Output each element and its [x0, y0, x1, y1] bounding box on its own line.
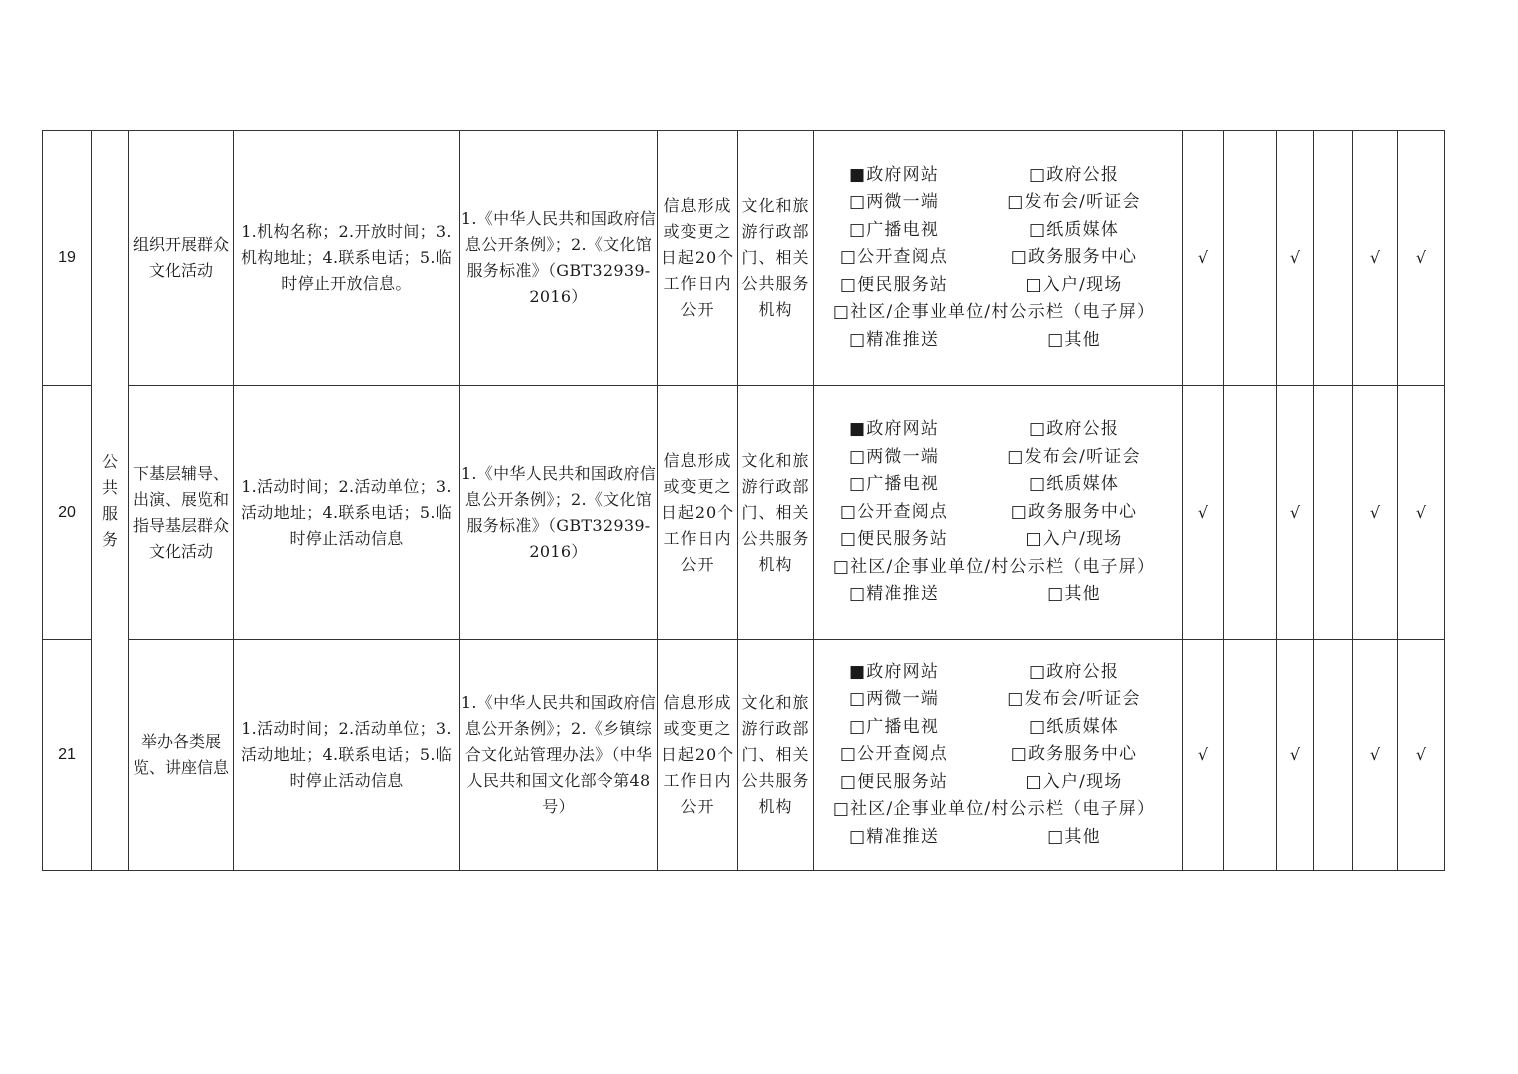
check-cell-6: √ [1398, 131, 1445, 386]
table-row [43, 131, 1445, 386]
channel-radio-tv: □广播电视 [848, 474, 940, 495]
time-limit-cell: 信息形成或变更之日起20个工作日内公开 [658, 131, 738, 386]
check-cell-1: √ [1183, 386, 1224, 640]
check-cell-4 [1314, 386, 1353, 640]
channel-on-site: □入户/现场 [1025, 274, 1123, 295]
basis-cell: 1.《中华人民共和国政府信息公开条例》；2.《文化馆服务标准》（GBT32939-2016） [460, 386, 658, 640]
channel-weibo-wechat: □两微一端 [848, 192, 940, 213]
channel-bulletin-board: □社区/企事业单位/村公示栏（电子屏） [832, 556, 1156, 577]
channel-list [814, 162, 1182, 355]
channel-gov-gazette: □政府公报 [1028, 661, 1120, 682]
channel-convenience-station: □便民服务站 [839, 274, 949, 295]
channel-press-hearing: □发布会/听证会 [1007, 192, 1141, 213]
channels-cell [814, 640, 1183, 871]
channel-convenience-station: □便民服务站 [839, 529, 949, 550]
channel-weibo-wechat: □两微一端 [848, 446, 940, 467]
table-row [43, 386, 1445, 640]
channel-service-center: □政务服务中心 [1010, 247, 1138, 268]
channel-on-site: □入户/现场 [1025, 529, 1123, 550]
channel-paper-media: □纸质媒体 [1028, 716, 1120, 737]
check-cell-6: √ [1398, 386, 1445, 640]
check-cell-5: √ [1353, 131, 1398, 386]
check-cell-2 [1224, 640, 1277, 871]
channel-list [814, 659, 1182, 852]
disclosure-table [42, 130, 1445, 871]
channel-other: □其他 [1047, 826, 1101, 847]
time-limit-cell: 信息形成或变更之日起20个工作日内公开 [658, 386, 738, 640]
content-cell: 1.活动时间；2.活动单位；3.活动地址；4.联系电话；5.临时停止活动信息 [234, 386, 460, 640]
check-cell-3: √ [1277, 640, 1314, 871]
check-cell-4 [1314, 131, 1353, 386]
check-cell-1: √ [1183, 640, 1224, 871]
check-cell-6: √ [1398, 640, 1445, 871]
check-cell-1: √ [1183, 131, 1224, 386]
channel-precise-push: □精准推送 [848, 329, 940, 350]
channel-on-site: □入户/现场 [1025, 771, 1123, 792]
channel-other: □其他 [1047, 584, 1101, 605]
check-cell-2 [1224, 386, 1277, 640]
channel-paper-media: □纸质媒体 [1028, 474, 1120, 495]
channel-bulletin-board: □社区/企事业单位/村公示栏（电子屏） [832, 799, 1156, 820]
row-number: 19 [43, 131, 92, 386]
category-label: 公共服务 [101, 451, 118, 549]
item-name: 组织开展群众文化活动 [129, 131, 234, 386]
channel-service-center: □政务服务中心 [1010, 501, 1138, 522]
subject-cell: 文化和旅游行政部门、相关公共服务机构 [738, 386, 814, 640]
subject-cell: 文化和旅游行政部门、相关公共服务机构 [738, 131, 814, 386]
table-row [43, 640, 1445, 871]
check-cell-3: √ [1277, 131, 1314, 386]
channel-press-hearing: □发布会/听证会 [1007, 689, 1141, 710]
channel-service-center: □政务服务中心 [1010, 744, 1138, 765]
channels-cell [814, 131, 1183, 386]
basis-cell: 1.《中华人民共和国政府信息公开条例》；2.《乡镇综合文化站管理办法》（中华人民共和国文化部令第48号） [460, 640, 658, 871]
channel-bulletin-board: □社区/企事业单位/村公示栏（电子屏） [832, 302, 1156, 323]
item-name: 下基层辅导、出演、展览和指导基层群众文化活动 [129, 386, 234, 640]
channel-gov-website: ■政府网站 [848, 661, 940, 682]
channel-reading-point: □公开查阅点 [839, 501, 949, 522]
channel-weibo-wechat: □两微一端 [848, 689, 940, 710]
channel-press-hearing: □发布会/听证会 [1007, 446, 1141, 467]
channel-gov-website: ■政府网站 [848, 419, 940, 440]
channel-convenience-station: □便民服务站 [839, 771, 949, 792]
channel-reading-point: □公开查阅点 [839, 247, 949, 268]
check-cell-3: √ [1277, 386, 1314, 640]
channel-list [814, 416, 1182, 609]
channel-precise-push: □精准推送 [848, 826, 940, 847]
channel-precise-push: □精准推送 [848, 584, 940, 605]
channel-radio-tv: □广播电视 [848, 716, 940, 737]
check-cell-5: √ [1353, 640, 1398, 871]
row-number: 20 [43, 386, 92, 640]
check-cell-2 [1224, 131, 1277, 386]
content-cell: 1.机构名称；2.开放时间；3.机构地址；4.联系电话；5.临时停止开放信息。 [234, 131, 460, 386]
item-name: 举办各类展览、讲座信息 [129, 640, 234, 871]
channel-gov-gazette: □政府公报 [1028, 419, 1120, 440]
row-number: 21 [43, 640, 92, 871]
channel-radio-tv: □广播电视 [848, 219, 940, 240]
content-cell: 1.活动时间；2.活动单位；3.活动地址；4.联系电话；5.临时停止活动信息 [234, 640, 460, 871]
channel-paper-media: □纸质媒体 [1028, 219, 1120, 240]
basis-cell: 1.《中华人民共和国政府信息公开条例》；2.《文化馆服务标准》（GBT32939-2016） [460, 131, 658, 386]
channel-reading-point: □公开查阅点 [839, 744, 949, 765]
check-cell-4 [1314, 640, 1353, 871]
time-limit-cell: 信息形成或变更之日起20个工作日内公开 [658, 640, 738, 871]
channels-cell [814, 386, 1183, 640]
subject-cell: 文化和旅游行政部门、相关公共服务机构 [738, 640, 814, 871]
category-cell [92, 131, 129, 871]
check-cell-5: √ [1353, 386, 1398, 640]
channel-other: □其他 [1047, 329, 1101, 350]
channel-gov-website: ■政府网站 [848, 164, 940, 185]
channel-gov-gazette: □政府公报 [1028, 164, 1120, 185]
